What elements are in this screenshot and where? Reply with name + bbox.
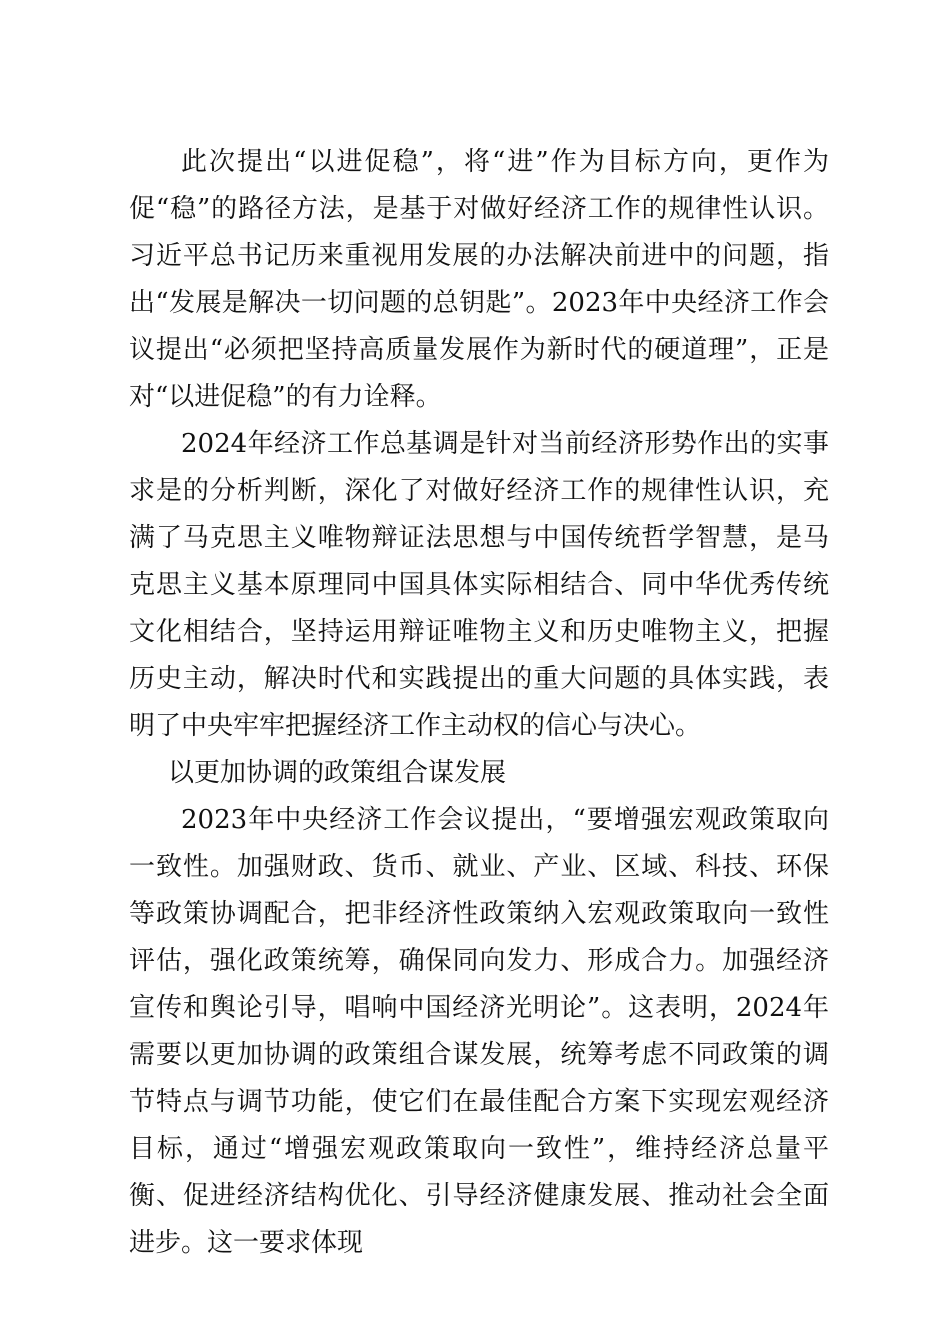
paragraph-3: 2023年中央经济工作会议提出，“要增强宏观政策取向一致性。加强财政、货币、就业、产业、区域、科技、环保等政策协调配合，把非经济性政策纳入宏观政策取向一致性评估，强化政策统筹，确保同向发力、形成合力。加强经济宣传和舆论引导，唱响中国经济光明论”。这表明，2024年需要以更加协调的政策组合谋发展，统筹考虑不同政策的调节特点与调节功能，使它们在最佳配合方案下实现宏观经济目标，通过“增强宏观政策取向一致性”，维持经济总量平衡、促进经济结构优化、引导经济健康发展、推动社会全面进步。这一要求体现 bbox=[129, 805, 829, 1258]
paragraph-1: 此次提出“以进促稳”，将“进”作为目标方向，更作为促“稳”的路径方法，是基于对做好经济工作的规律性认识。习近平总书记历来重视用发展的办法解决前进中的问题，指出“发展是解决一切问题的总钥匙”。2023年中央经济工作会议提出“必须把坚持高质量发展作为新时代的硬道理”，正是对“以进促稳”的有力诠释。 bbox=[129, 147, 829, 412]
section-heading: 以更加协调的政策组合谋发展 bbox=[168, 758, 507, 788]
document-body bbox=[129, 139, 829, 1267]
paragraph-2: 2024年经济工作总基调是针对当前经济形势作出的实事求是的分析判断，深化了对做好经济工作的规律性认识，充满了马克思主义唯物辩证法思想与中国传统哲学智慧，是马克思主义基本原理同中国具体实际相结合、同中华优秀传统文化相结合，坚持运用辩证唯物主义和历史唯物主义，把握历史主动，解决时代和实践提出的重大问题的具体实践，表明了中央牢牢把握经济工作主动权的信心与决心。 bbox=[129, 429, 829, 741]
